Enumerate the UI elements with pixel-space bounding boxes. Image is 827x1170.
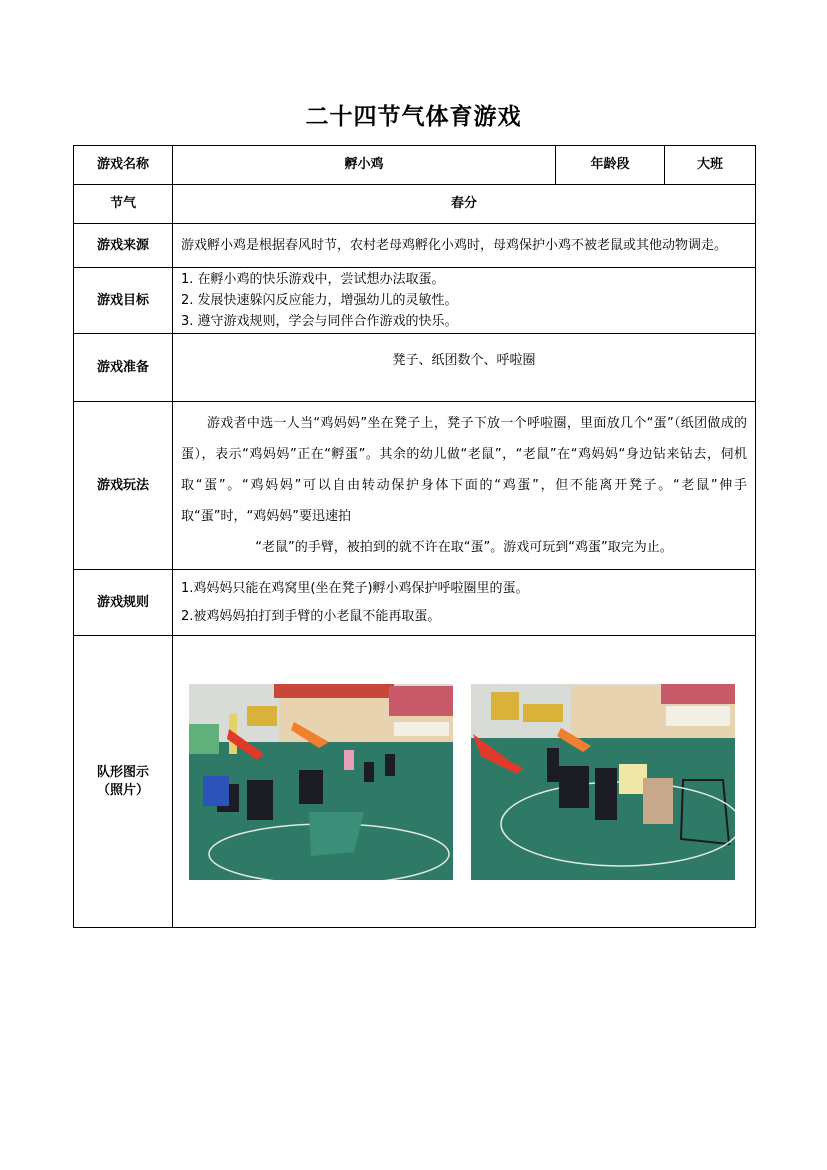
goals-cell (173, 268, 756, 334)
origin-label: 游戏来源 (74, 224, 173, 268)
game-table (73, 145, 756, 928)
row-rules (74, 570, 756, 636)
goal-item: 1. 在孵小鸡的快乐游戏中，尝试想办法取蛋。 (181, 272, 445, 287)
photo-cell (173, 636, 756, 928)
origin-cell (173, 224, 756, 268)
row-game-name (74, 146, 756, 185)
age-label: 年龄段 (556, 146, 665, 185)
photo-label-line1: 队形图示 (96, 764, 149, 780)
play-text (173, 402, 755, 569)
rules-cell (173, 570, 756, 636)
rule-item: 2.被鸡妈妈拍打到手臂的小老鼠不能再取蛋。 (181, 608, 441, 624)
goal-item: 3. 遵守游戏规则，学会与同伴合作游戏的快乐。 (181, 314, 458, 329)
row-goals (74, 268, 756, 334)
row-photos (74, 636, 756, 928)
play-cell (173, 402, 756, 570)
photo-label-line2: （照片） (96, 782, 149, 798)
name-label: 游戏名称 (74, 146, 173, 185)
goal-label: 游戏目标 (74, 268, 173, 334)
playground-photo-2 (471, 684, 735, 880)
photo-label (74, 636, 173, 928)
row-solar-term (74, 185, 756, 224)
play-text-main: 游戏者中选一人当“鸡妈妈”坐在凳子上，凳子下放一个呼啦圈，里面放几个“蛋”（纸团做成的蛋），表示“鸡妈妈”正在“孵蛋”。其余的幼儿做“老鼠”，“老鼠”在“鸡妈妈“身边钻来钻去，伺机取“蛋”。“鸡妈妈”可以自由转动保护身体下面的“鸡蛋”，但不能离开凳子。“老鼠”伸手取“蛋”时，“鸡妈妈”要迅速拍 (181, 416, 747, 524)
goal-item: 2. 发展快速躲闪反应能力，增强幼儿的灵敏性。 (181, 293, 458, 308)
prep-label: 游戏准备 (74, 334, 173, 402)
term-value: 春分 (173, 185, 756, 224)
prep-value: 凳子、纸团数个、呼啦圈 (173, 334, 756, 402)
playground-photo-1 (189, 684, 453, 880)
document-title: 二十四节气体育游戏 (305, 104, 522, 130)
play-label: 游戏玩法 (74, 402, 173, 570)
term-label: 节气 (74, 185, 173, 224)
row-gameplay (74, 402, 756, 570)
rules-label: 游戏规则 (74, 570, 173, 636)
age-value: 大班 (665, 146, 756, 185)
row-origin (74, 224, 756, 268)
row-preparation (74, 334, 756, 402)
name-value: 孵小鸡 (173, 146, 556, 185)
origin-text: 游戏孵小鸡是根据春风时节，农村老母鸡孵化小鸡时，母鸡保护小鸡不被老鼠或其他动物调走。 (181, 237, 728, 253)
rule-item: 1.鸡妈妈只能在鸡窝里(坐在凳子)孵小鸡保护呼啦圈里的蛋。 (181, 580, 529, 596)
play-text-end: “老鼠”的手臂，被拍到的就不许在取“蛋”。游戏可玩到“鸡蛋”取完为止。 (255, 540, 673, 555)
